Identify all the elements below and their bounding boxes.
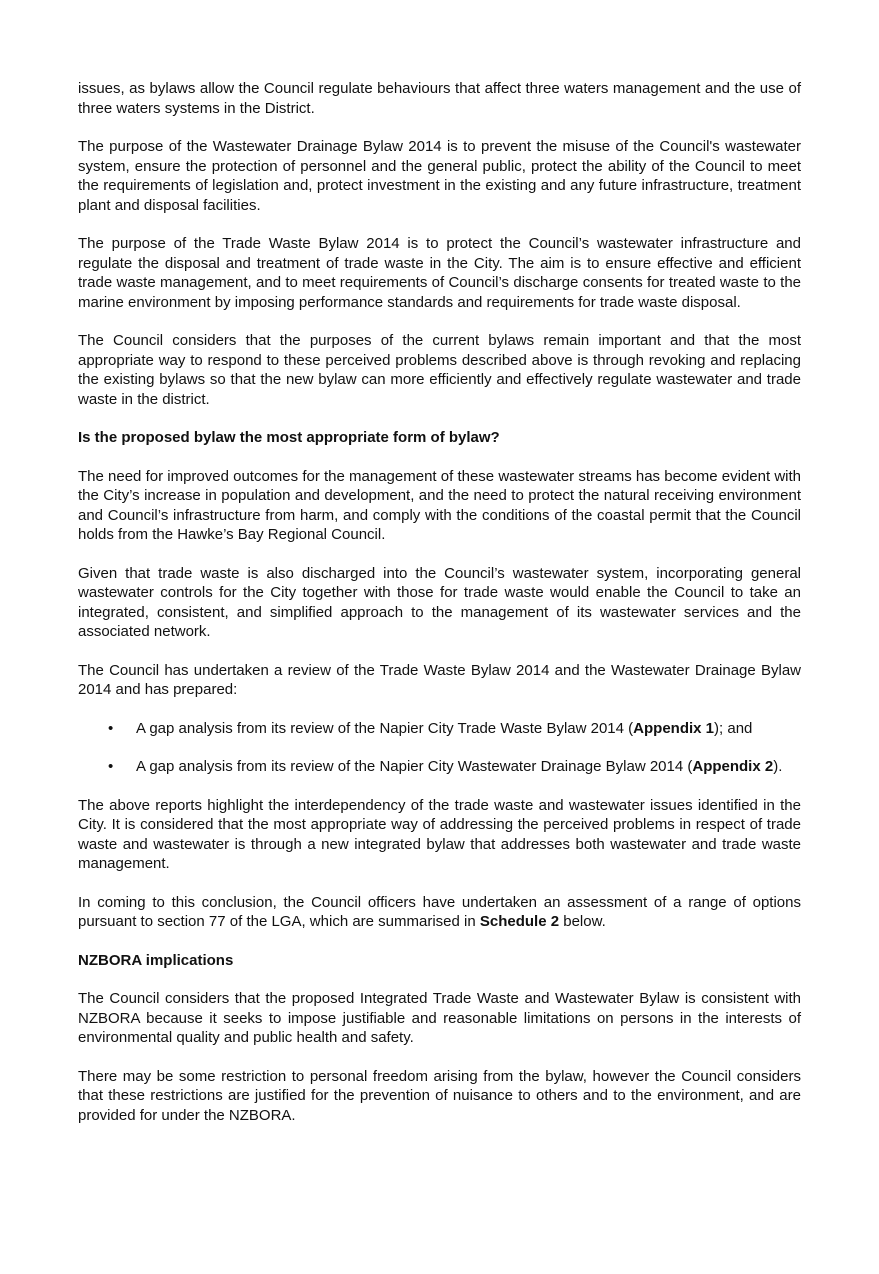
list-item-text: A gap analysis from its review of the Napier City Wastewater Drainage Bylaw 2014 (	[136, 758, 693, 775]
paragraph-improved-outcomes: The need for improved outcomes for the management of these wastewater streams has become evident with the City’s increase in population and development, and the need to protect the natural receiving environment and Council’s infrastructure from harm, and comply with the conditions of the coastal permit that the Council holds from the Hawke’s Bay Regional Council.	[78, 467, 801, 543]
paragraph-trade-waste-purpose: The purpose of the Trade Waste Bylaw 2014 is to protect the Council’s wastewater infrastructure and regulate the disposal and treatment of trade waste in the City. The aim is to ensure effective and efficient trade waste management, and to meet requirements of Council’s discharge consents for treated waste to the marine environment by imposing performance standards and requirements for trade waste disposal.	[78, 235, 801, 311]
list-item-text-end: ).	[773, 758, 783, 775]
paragraph-review-undertaken: The Council has undertaken a review of the Trade Waste Bylaw 2014 and the Wastewater Drainage Bylaw 2014 and has prepared:	[78, 661, 801, 698]
paragraph-conclusion	[78, 893, 801, 932]
paragraph-wastewater-purpose: The purpose of the Wastewater Drainage Bylaw 2014 is to prevent the misuse of the Council's wastewater system, ensure the protection of personnel and the general public, protect the ability of the Council to meet the requirements of legislation and, protect investment in the existing and any future infrastructure, treatment plant and disposal facilities.	[78, 138, 801, 214]
paragraph-given-trade-waste: Given that trade waste is also discharged into the Council’s wastewater system, incorporating general wastewater controls for the City together with those for trade waste would enable the Council to take an integrated, consistent, and simplified approach to the management of its wastewater services and the associated network.	[78, 564, 801, 640]
conclusion-text-end: below.	[559, 913, 606, 930]
list-item-text-end: ); and	[714, 719, 753, 737]
paragraph-nzbora-consistent: The Council considers that the proposed Integrated Trade Waste and Wastewater Bylaw is consistent with NZBORA because it seeks to impose justifiable and reasonable limitations on persons in the interests of environmental quality and public health and safety.	[78, 990, 801, 1046]
paragraph-reports-highlight: The above reports highlight the interdependency of the trade waste and wastewater issues identified in the City. It is considered that the most appropriate way of addressing the perceived problems in respect of trade waste and wastewater is through a new integrated bylaw that addresses both wastewater and trade waste management.	[78, 796, 801, 872]
heading-appropriate-form: Is the proposed bylaw the most appropriate form of bylaw?	[78, 429, 500, 446]
bullet-marker: •	[108, 758, 114, 775]
gap-analysis-list	[78, 719, 801, 777]
document-page	[78, 79, 801, 1144]
paragraph-restriction: There may be some restriction to personal freedom arising from the bylaw, however the Council considers that these restrictions are justified for the prevention of nuisance to others and to the environment, and are provided for under the NZBORA.	[78, 1067, 801, 1124]
appendix-reference: Appendix 2	[692, 758, 774, 775]
bullet-marker: •	[108, 719, 114, 737]
list-item	[78, 719, 801, 739]
paragraph-council-considers: The Council considers that the purposes of the current bylaws remain important and that the most appropriate way to respond to these perceived problems described above is through revoking and replacing the existing bylaws so that the new bylaw can more efficiently and effectively regulate wastewater and trade waste in the district.	[78, 332, 801, 408]
paragraph-bylaws-intro: issues, as bylaws allow the Council regulate behaviours that affect three waters management and the use of three waters systems in the District.	[78, 80, 801, 117]
appendix-reference: Appendix 1	[633, 719, 715, 737]
list-item	[78, 757, 801, 777]
heading-nzbora: NZBORA implications	[78, 951, 234, 969]
schedule-reference: Schedule 2	[479, 913, 560, 930]
conclusion-text: In coming to this conclusion, the Council officers have undertaken an assessment of a range of options pursuant to section 77 of the LGA, which are summarised in	[78, 893, 801, 930]
list-item-text: A gap analysis from its review of the Napier City Trade Waste Bylaw 2014 (	[136, 719, 634, 737]
